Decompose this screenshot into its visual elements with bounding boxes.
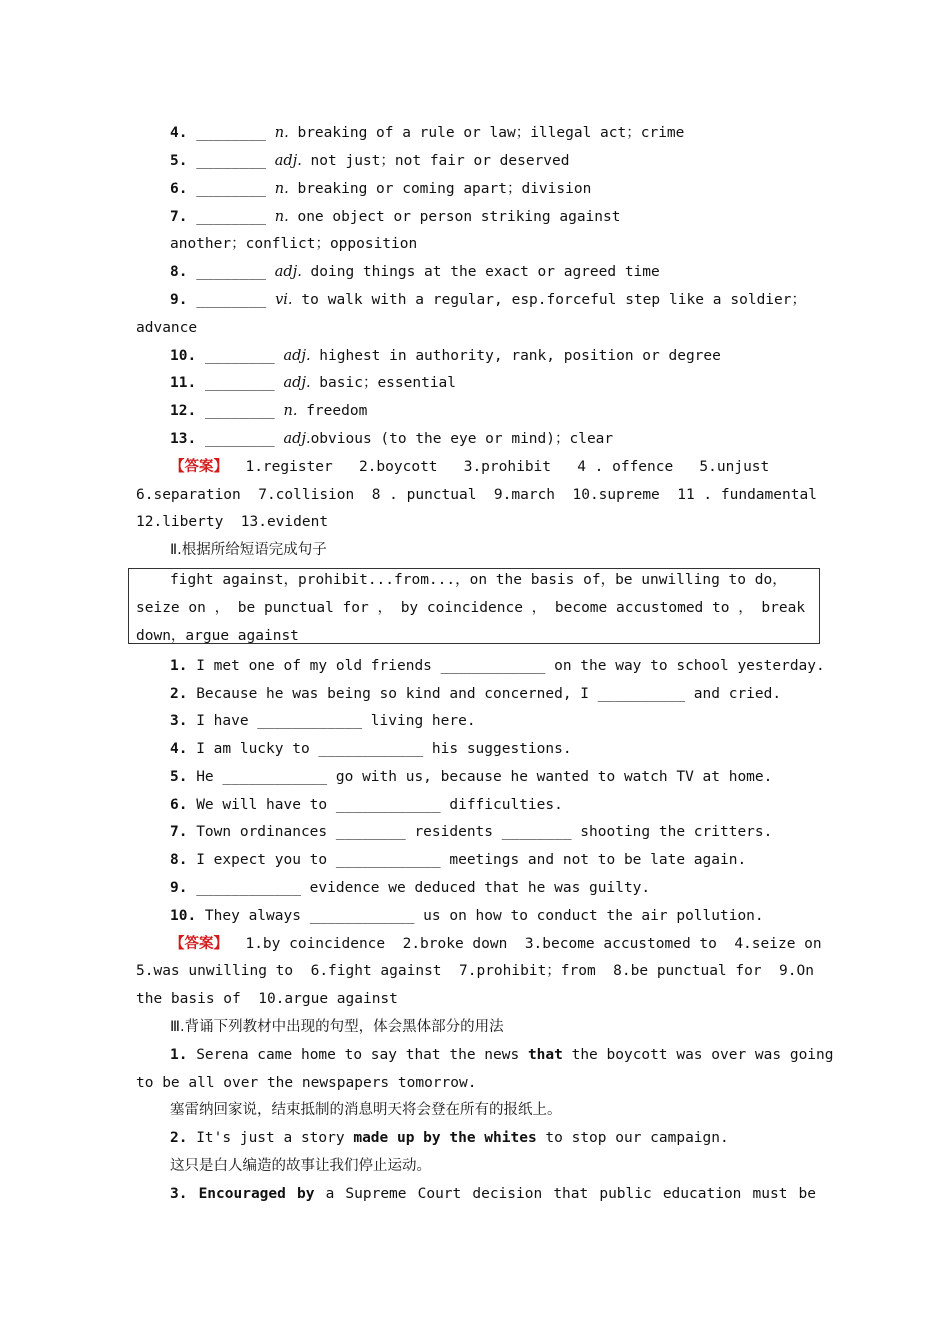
- answer-line: 12.liberty 13.evident: [136, 514, 329, 530]
- sentence-text: a Supreme Court decision that public education must be: [325, 1186, 816, 1202]
- sentence-text: We will have to ____________ difficulties.: [187, 797, 563, 813]
- item-number: 1.: [170, 1047, 188, 1063]
- sentence-text: I am lucky to ____________ his suggestions.: [187, 741, 572, 757]
- sentence-text: ____________ evidence we deduced that he was guilty.: [187, 880, 651, 896]
- sentence-text: I expect you to ____________ meetings and not to be late again.: [187, 852, 747, 868]
- part-of-speech: n.: [274, 181, 289, 197]
- sentence-item-5: [170, 767, 772, 787]
- phrase-box-line: fight against，prohibit...from...，on the basis of，be unwilling to do，: [170, 572, 787, 588]
- item-number: 10.: [170, 348, 197, 364]
- sentence-text: Because he was being so kind and concerned, I __________ and cried.: [187, 686, 782, 702]
- answer-line: 5.was unwilling to 6.fight against 7.prohibit；from 8.be punctual for 9.On: [136, 963, 814, 979]
- sentence-item-3: [170, 711, 476, 731]
- item-number: 2.: [170, 1130, 188, 1146]
- sentence-item-8: [170, 850, 746, 870]
- answer-label: 【答案】: [170, 459, 228, 475]
- answer-blank: ________: [196, 125, 267, 141]
- answer-blank: ________: [204, 403, 275, 419]
- answer-blank: ________: [196, 292, 267, 308]
- vocab-item-4: [170, 123, 684, 143]
- pattern-sentence-1-translation: 塞雷纳回家说，结束抵制的消息明天将会登在所有的报纸上。: [170, 1102, 562, 1118]
- answer-label: 【答案】: [170, 936, 228, 952]
- definition: breaking of a rule or law；illegal act；crime: [288, 125, 685, 141]
- part-of-speech: adj.: [274, 264, 302, 280]
- sentence-item-4: [170, 739, 572, 759]
- vocab-item-10: [170, 346, 721, 366]
- sentence-item-10: [170, 906, 764, 926]
- definition: to walk with a regular, esp.forceful step like a soldier；: [301, 292, 806, 308]
- sentence-text: He ____________ go with us, because he wanted to watch TV at home.: [187, 769, 773, 785]
- answer-blank: ________: [204, 348, 275, 364]
- answer-blank: ________: [196, 153, 267, 169]
- pattern-sentence-2: [170, 1128, 729, 1148]
- item-number: 6.: [170, 181, 188, 197]
- pattern-sentence-1-continuation: to be all over the newspapers tomorrow.: [136, 1075, 477, 1091]
- answer-block-1: [170, 457, 769, 477]
- sentence-text: Serena came home to say that the news: [196, 1047, 528, 1063]
- vocab-item-9-continuation: advance: [136, 320, 198, 336]
- vocab-item-11: [170, 373, 456, 393]
- vocab-item-9: [170, 290, 806, 310]
- part-of-speech: n.: [274, 125, 289, 141]
- part-of-speech: adj.: [283, 431, 311, 447]
- phrase-box-line: seize on ， be punctual for ， by coincidence ， become accustomed to ， break: [136, 600, 806, 616]
- item-number: 7.: [170, 209, 188, 225]
- section-title-3: Ⅲ.背诵下列教材中出现的句型，体会黑体部分的用法: [170, 1019, 504, 1035]
- vocab-item-7: [170, 207, 620, 227]
- item-number: 3.: [170, 713, 188, 729]
- definition: basic；essential: [310, 375, 457, 391]
- answer-line: 6.separation 7.collision 8 . punctual 9.march 10.supreme 11 . fundamental: [136, 487, 817, 503]
- pattern-sentence-1: [170, 1045, 834, 1065]
- definition: doing things at the exact or agreed time: [301, 264, 660, 280]
- pattern-sentence-3: [170, 1184, 816, 1204]
- part-of-speech: vi.: [275, 292, 293, 308]
- bold-phrase: made up by the whites: [353, 1130, 537, 1146]
- definition: freedom: [297, 403, 368, 419]
- item-number: 7.: [170, 824, 188, 840]
- sentence-text: to stop our campaign.: [536, 1130, 729, 1146]
- vocab-item-8: [170, 262, 660, 282]
- vocab-item-5: [170, 151, 570, 171]
- section-title-2: Ⅱ.根据所给短语完成句子: [170, 542, 327, 558]
- part-of-speech: adj.: [274, 153, 302, 169]
- part-of-speech: adj.: [283, 348, 311, 364]
- sentence-text: They always ____________ us on how to conduct the air pollution.: [196, 908, 764, 924]
- part-of-speech: n.: [274, 209, 289, 225]
- definition: one object or person striking against: [288, 209, 621, 225]
- item-number: 10.: [170, 908, 197, 924]
- item-number: 8.: [170, 852, 188, 868]
- answer-blank: ________: [196, 181, 267, 197]
- answer-blank: ________: [196, 264, 267, 280]
- item-number: 6.: [170, 797, 188, 813]
- sentence-item-2: [170, 684, 781, 704]
- definition: breaking or coming apart；division: [288, 181, 592, 197]
- answer-blank: ________: [196, 209, 267, 225]
- item-number: 4.: [170, 741, 188, 757]
- item-number: 4.: [170, 125, 188, 141]
- item-number: 2.: [170, 686, 188, 702]
- item-number: 11.: [170, 375, 197, 391]
- phrase-box-line: down，argue against: [136, 628, 299, 644]
- sentence-text: I have ____________ living here.: [187, 713, 476, 729]
- definition: not just；not fair or deserved: [301, 153, 570, 169]
- answer-blank: ________: [204, 375, 275, 391]
- answer-line: 1.register 2.boycott 3.prohibit 4 . offence 5.unjust: [245, 459, 770, 475]
- sentence-item-1: [170, 656, 825, 676]
- item-number: 9.: [170, 880, 188, 896]
- item-number: 8.: [170, 264, 188, 280]
- item-number: 5.: [170, 153, 188, 169]
- sentence-text: It's just a story: [187, 1130, 354, 1146]
- vocab-item-7-continuation: another；conflict；opposition: [170, 236, 418, 252]
- sentence-text: I met one of my old friends ____________ on the way to school yesterday.: [187, 658, 825, 674]
- item-number: 12.: [170, 403, 197, 419]
- answer-blank: ________: [204, 431, 275, 447]
- item-number: 1.: [170, 658, 188, 674]
- sentence-item-6: [170, 795, 563, 815]
- vocab-item-6: [170, 179, 591, 199]
- sentence-text: Town ordinances ________ residents ________ shooting the critters.: [187, 824, 773, 840]
- definition: obvious (to the eye or mind)；clear: [310, 431, 614, 447]
- vocab-item-13: [170, 429, 613, 449]
- bold-phrase: Encouraged by: [198, 1186, 315, 1202]
- sentence-item-7: [170, 822, 772, 842]
- definition: highest in authority, rank, position or degree: [310, 348, 721, 364]
- item-number: 5.: [170, 769, 188, 785]
- pattern-sentence-2-translation: 这只是白人编造的故事让我们停止运动。: [170, 1158, 431, 1174]
- part-of-speech: adj.: [283, 375, 311, 391]
- item-number: 13.: [170, 431, 197, 447]
- part-of-speech: n.: [283, 403, 298, 419]
- item-number: 3.: [170, 1186, 188, 1202]
- answer-block-2: [170, 934, 822, 954]
- bold-phrase: that: [527, 1047, 563, 1063]
- answer-line: the basis of 10.argue against: [136, 991, 398, 1007]
- vocab-item-12: [170, 401, 367, 421]
- item-number: 9.: [170, 292, 188, 308]
- answer-line: 1.by coincidence 2.broke down 3.become accustomed to 4.seize on: [236, 936, 822, 952]
- sentence-text: the boycott was over was going: [571, 1047, 834, 1063]
- sentence-item-9: [170, 878, 650, 898]
